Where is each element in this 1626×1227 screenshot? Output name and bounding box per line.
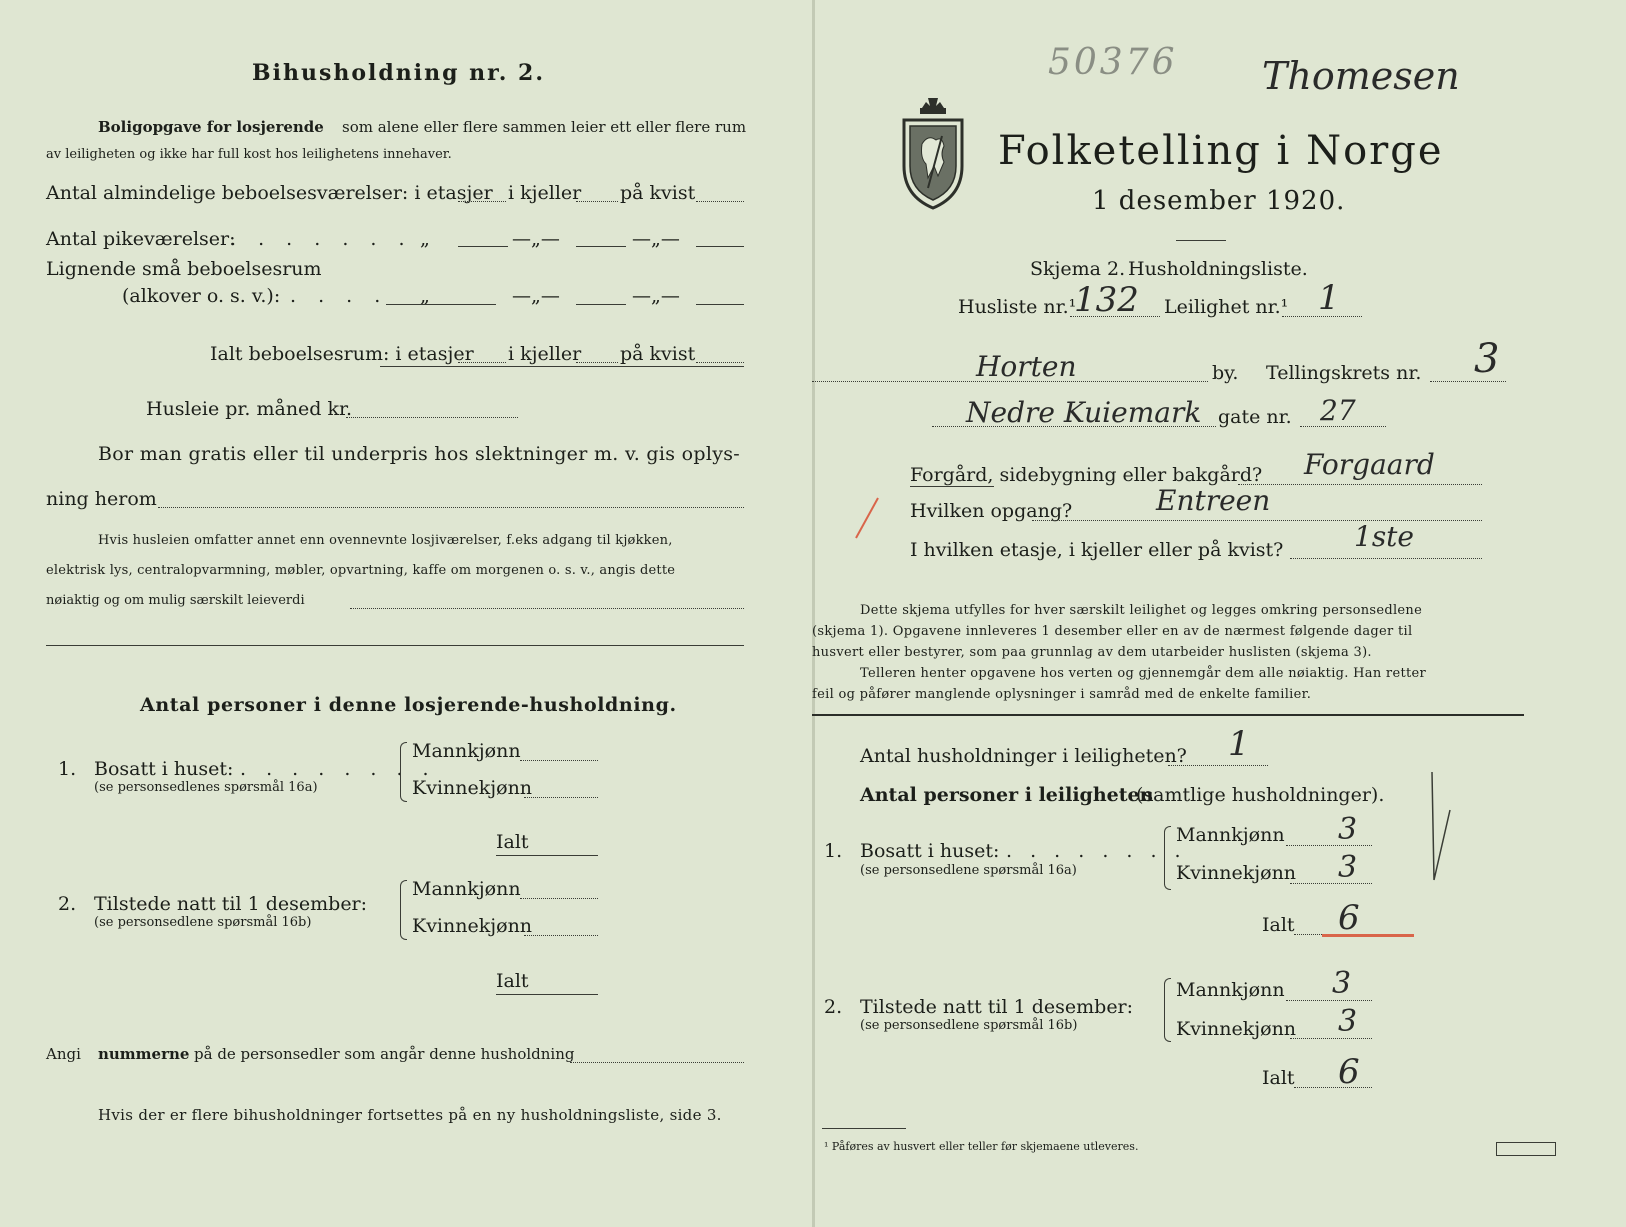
floor-label: I hvilken etasje, i kjeller eller på kvist?: [910, 539, 1284, 561]
ditto-mark: „: [420, 285, 430, 307]
persons-heading: Antal personer i denne losjerende-husholdning.: [140, 694, 677, 716]
red-pencil-mark-icon: [848, 494, 888, 544]
numbers-field[interactable]: [570, 1062, 744, 1063]
left-page: [20, 0, 800, 1227]
q1-brace: [1164, 826, 1171, 890]
total-attic-label: på kvist: [620, 343, 696, 365]
total-cellar-label: i kjeller: [508, 343, 582, 365]
entrance-label: Hvilken opgang?: [910, 500, 1073, 522]
building-field[interactable]: [1238, 484, 1482, 485]
q1-female-label: Kvinnekjønn: [412, 777, 533, 799]
rent-label: Husleie pr. måned kr.: [146, 398, 353, 420]
right-page: [812, 0, 1610, 1227]
building-underline: [910, 486, 994, 487]
includes-field-2[interactable]: [46, 645, 744, 646]
instructions-line-2: (skjema 1). Opgavene innleveres 1 desember eller en av de nærmest følgende dager til: [812, 624, 1413, 639]
krets-value: 3: [1474, 336, 1500, 382]
left-heading: Bihusholdning nr. 2.: [252, 60, 545, 86]
maid-attic-field[interactable]: [696, 246, 744, 247]
q1-female-field[interactable]: [1290, 883, 1372, 884]
q2-male-field[interactable]: [520, 898, 598, 899]
left-footer: Hvis der er flere bihusholdninger fortsettes på en ny husholdningsliste, side 3.: [98, 1106, 722, 1124]
free-rent-field[interactable]: [158, 507, 744, 508]
q1-male-label: Mannkjønn: [1176, 824, 1285, 846]
footnote-divider: [822, 1128, 906, 1129]
ditto-mark: —„—: [512, 285, 560, 307]
handwritten-surname: Thomesen: [1262, 54, 1460, 98]
q2-number: 2.: [58, 893, 77, 915]
numbers-label-bold: nummerne: [98, 1045, 190, 1063]
q1-leader: . . . . . . . .: [1006, 840, 1187, 862]
footnote: ¹ Påføres av husvert eller teller før skjemaene utleveres.: [824, 1140, 1139, 1153]
rooms-cellar-field[interactable]: [576, 201, 618, 202]
includes-line-1: Hvis husleien omfatter annet enn ovennevnte losjiværelser, f.eks adgang til kjøkken,: [98, 533, 673, 548]
small-attic-field[interactable]: [696, 304, 744, 305]
q1-male-value: 3: [1338, 812, 1358, 847]
street-value: Nedre Kuiemark: [966, 396, 1202, 429]
q2-label: Tilstede natt til 1 desember:: [860, 996, 1134, 1018]
numbers-label-post: på de personsedler som angår denne husholdning: [194, 1045, 575, 1063]
husliste-field[interactable]: [1070, 316, 1160, 317]
intro-line-2: av leiligheten og ikke har full kost hos leilighetens innehaver.: [46, 147, 452, 162]
q2-total-value: 6: [1338, 1052, 1360, 1092]
households-value: 1: [1228, 724, 1250, 764]
form-date: 1 desember 1920.: [1092, 186, 1346, 216]
archive-stamp-number: 50376: [1048, 42, 1178, 83]
free-rent-line-1: Bor man gratis eller til underpris hos slektninger m. v. gis oplys-: [98, 443, 741, 465]
krets-field[interactable]: [1430, 381, 1506, 382]
total-attic-field[interactable]: [696, 362, 744, 363]
pencil-check-mark-icon: [1426, 770, 1456, 900]
form-title: Folketelling i Norge: [998, 128, 1444, 174]
total-rooms-underline: [380, 366, 744, 367]
persons-heading-rest: (samtlige husholdninger).: [1136, 784, 1385, 806]
leilighet-value: 1: [1318, 278, 1340, 318]
small-rooms-label-1: Lignende små beboelsesrum: [46, 258, 322, 280]
q2-male-label: Mannkjønn: [1176, 979, 1285, 1001]
q1-female-value: 3: [1338, 850, 1358, 885]
leilighet-label: Leilighet nr.¹: [1164, 296, 1289, 318]
q1-label: Bosatt i huset:: [860, 840, 1000, 862]
instructions-line-3: husvert eller bestyrer, som paa grunnlag av dem utarbeider huslisten (skjema 3).: [812, 645, 1372, 660]
gate-label: gate nr.: [1218, 406, 1292, 428]
entrance-value: Entreen: [1156, 484, 1271, 517]
q1-total-label: Ialt: [496, 831, 529, 853]
gate-field[interactable]: [1300, 426, 1386, 427]
q1-number: 1.: [58, 758, 77, 780]
city-field[interactable]: [812, 381, 1208, 382]
floor-value: 1ste: [1354, 520, 1415, 553]
rooms-cellar-label: i kjeller: [508, 182, 582, 204]
q1-male-field[interactable]: [520, 760, 598, 761]
q2-number: 2.: [824, 996, 843, 1018]
intro-bold: Boligopgave for losjerende: [98, 118, 324, 136]
floor-field[interactable]: [1290, 558, 1482, 559]
rooms-etasjer-field[interactable]: [458, 201, 506, 202]
maid-rooms-leader: . . . . . . .: [230, 228, 413, 250]
rooms-label: Antal almindelige beboelsesværelser: i etasjer: [46, 182, 493, 204]
ditto-mark: „: [420, 228, 430, 250]
instructions-line-1: Dette skjema utfylles for hver særskilt leilighet og legges omkring personsedlene: [860, 603, 1423, 618]
q2-total-label: Ialt: [1262, 1067, 1295, 1089]
instructions-line-5: feil og påfører manglende oplysninger i samråd med de enkelte familier.: [812, 687, 1312, 702]
entrance-field[interactable]: [1032, 520, 1482, 521]
rent-field[interactable]: [346, 417, 518, 418]
q1-male-label: Mannkjønn: [412, 740, 521, 762]
q1-total-field[interactable]: [496, 855, 598, 856]
q1-total-label: Ialt: [1262, 914, 1295, 936]
maid-etasjer-field[interactable]: [458, 246, 508, 247]
total-etasjer-field[interactable]: [458, 362, 506, 363]
q2-brace: [1164, 978, 1171, 1042]
q2-female-label: Kvinnekjønn: [412, 915, 533, 937]
q2-male-label: Mannkjønn: [412, 878, 521, 900]
numbers-label-pre: Angi: [46, 1045, 81, 1063]
q1-number: 1.: [824, 840, 843, 862]
street-field[interactable]: [932, 426, 1216, 427]
includes-field[interactable]: [350, 608, 744, 609]
city-value: Horten: [976, 350, 1077, 383]
q2-female-field[interactable]: [524, 935, 598, 936]
q2-total-field[interactable]: [1294, 1087, 1372, 1088]
q2-female-value: 3: [1338, 1004, 1358, 1039]
printer-stamp: [1496, 1142, 1556, 1156]
instructions-line-4: Telleren henter opgavene hos verten og gjennemgår dem alle nøiaktig. Han retter: [860, 666, 1426, 681]
q1-brace: [400, 742, 407, 802]
by-label: by.: [1212, 362, 1239, 384]
coat-of-arms-icon: [898, 96, 968, 214]
q1-note: (se personsedlenes spørsmål 16a): [94, 780, 318, 795]
q2-note: (se personsedlene spørsmål 16b): [860, 1018, 1078, 1033]
q2-label: Tilstede natt til 1 desember:: [94, 893, 368, 915]
ditto-mark: —„—: [632, 285, 680, 307]
small-etasjer-field[interactable]: [386, 304, 496, 305]
leilighet-field[interactable]: [1282, 316, 1362, 317]
total-cellar-field[interactable]: [576, 362, 618, 363]
krets-label: Tellingskrets nr.: [1266, 362, 1422, 384]
q2-male-value: 3: [1332, 966, 1352, 1001]
schema-label: Skjema 2.: [1030, 258, 1126, 280]
total-rooms-label: Ialt beboelsesrum: i etasjer: [210, 343, 474, 365]
q1-female-field[interactable]: [524, 797, 598, 798]
small-cellar-field[interactable]: [576, 304, 626, 305]
free-rent-line-2: ning herom: [46, 488, 157, 510]
page-fold: [812, 0, 815, 1227]
small-rooms-leader: . . . .: [290, 285, 389, 307]
maid-rooms-label: Antal pikeværelser:: [46, 228, 236, 250]
q1-total-value: 6: [1338, 898, 1360, 938]
q2-female-field[interactable]: [1290, 1038, 1372, 1039]
rooms-attic-label: på kvist: [620, 182, 696, 204]
building-value: Forgaard: [1304, 448, 1435, 481]
maid-cellar-field[interactable]: [576, 246, 626, 247]
section-divider: [812, 714, 1524, 716]
includes-line-3: nøiaktig og om mulig særskilt leieverdi: [46, 593, 305, 608]
gate-value: 27: [1320, 394, 1356, 427]
q1-male-field[interactable]: [1286, 845, 1372, 846]
q1-label: Bosatt i huset:: [94, 758, 234, 780]
q1-leader: . . . . . . . .: [240, 758, 436, 780]
ditto-mark: —„—: [632, 228, 680, 250]
q2-brace: [400, 880, 407, 940]
q2-total-label: Ialt: [496, 970, 529, 992]
red-pencil-underline: [1322, 934, 1414, 937]
households-label: Antal husholdninger i leiligheten?: [860, 745, 1187, 767]
q1-female-label: Kvinnekjønn: [1176, 862, 1297, 884]
q2-female-label: Kvinnekjønn: [1176, 1018, 1297, 1040]
husliste-label: Husliste nr.¹: [958, 296, 1077, 318]
q2-male-field[interactable]: [1286, 1000, 1372, 1001]
includes-line-2: elektrisk lys, centralopvarmning, møbler, opvartning, kaffe om morgenen o. s. v., angis dette: [46, 563, 676, 578]
intro-line-1: som alene eller flere sammen leier ett eller flere rum: [342, 118, 747, 136]
small-rooms-label-2: (alkover o. s. v.):: [122, 285, 281, 307]
q2-total-field[interactable]: [496, 994, 598, 995]
q1-note: (se personsedlene spørsmål 16a): [860, 863, 1077, 878]
rooms-attic-field[interactable]: [696, 201, 744, 202]
title-divider: [1176, 240, 1226, 241]
ditto-mark: —„—: [512, 228, 560, 250]
q2-note: (se personsedlene spørsmål 16b): [94, 915, 312, 930]
husliste-value: 132: [1074, 280, 1139, 320]
building-label: Forgård, sidebygning eller bakgård?: [910, 464, 1263, 486]
persons-heading: Antal personer i leiligheten: [860, 784, 1154, 806]
households-field[interactable]: [1168, 765, 1268, 766]
schema-name: Husholdningsliste.: [1128, 258, 1308, 280]
